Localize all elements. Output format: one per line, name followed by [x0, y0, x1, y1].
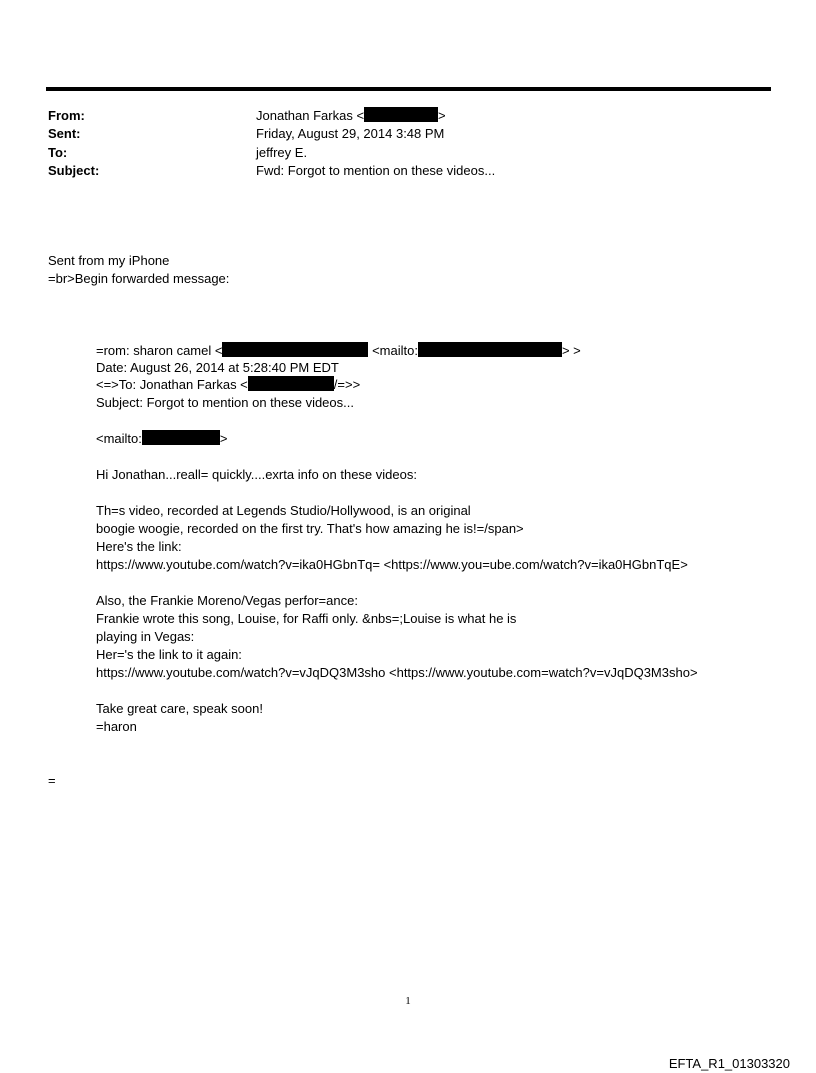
paragraph-line: boogie woogie, recorded on the first try. That's how amazing he is!=/span> [96, 521, 524, 536]
to-label: To: [48, 145, 68, 160]
video-link-2: https://www.youtube.com/watch?v=vJqDQ3M3sho <https://www.youtube.com=watch?v=vJqDQ3M3sho> [96, 665, 698, 680]
subject-value: Fwd: Forgot to mention on these videos... [256, 163, 496, 178]
mailto-line [96, 430, 227, 447]
header-rule [46, 87, 771, 91]
mailto-open: <mailto: [96, 431, 142, 446]
fwd-to-line [96, 376, 360, 393]
redaction-box [418, 342, 562, 357]
from-value [256, 107, 446, 125]
begin-forwarded-line: =br>Begin forwarded message: [48, 271, 230, 286]
fwd-to-close: /=>> [333, 377, 361, 392]
from-name: Jonathan Farkas < [256, 108, 365, 123]
redaction-box [222, 342, 368, 357]
video-link-1: https://www.youtube.com/watch?v=ika0HGbnTq= <https://www.you=ube.com/watch?v=ika0HGbnTqE> [96, 557, 688, 572]
paragraph-line: Here's the link: [96, 539, 182, 554]
fwd-subject-line: Subject: Forgot to mention on these videos... [96, 395, 354, 410]
sent-label: Sent: [48, 126, 81, 141]
fwd-from-close: > > [561, 343, 581, 358]
document-id: EFTA_R1_01303320 [668, 1056, 790, 1071]
paragraph-line: Frankie wrote this song, Louise, for Raffi only. &nbs=;Louise is what he is [96, 611, 517, 626]
greeting-line: Hi Jonathan...reall= quickly....exrta info on these videos: [96, 467, 417, 482]
fwd-from-mailto: <mailto: [372, 343, 418, 358]
mailto-close: > [219, 431, 228, 446]
signature-line: =haron [96, 719, 137, 734]
page-number: 1 [405, 995, 411, 1007]
fwd-from-line [96, 342, 581, 359]
redaction-box [248, 376, 334, 391]
fwd-to-name: <=>To: Jonathan Farkas < [96, 377, 248, 392]
redaction-box [142, 430, 220, 445]
paragraph-line: Her='s the link to it again: [96, 647, 242, 662]
from-label: From: [48, 108, 85, 123]
paragraph-line: Th=s video, recorded at Legends Studio/Hollywood, is an original [96, 503, 471, 518]
subject-label: Subject: [48, 163, 100, 178]
fwd-date-line: Date: August 26, 2014 at 5:28:40 PM EDT [96, 360, 339, 375]
paragraph-line: Also, the Frankie Moreno/Vegas perfor=ance: [96, 593, 358, 608]
trailing-mark: = [48, 773, 56, 788]
redaction-box [364, 107, 438, 122]
closing-line: Take great care, speak soon! [96, 701, 263, 716]
paragraph-line: playing in Vegas: [96, 629, 195, 644]
from-close: > [438, 108, 446, 123]
fwd-from-name: =rom: sharon camel < [96, 343, 223, 358]
sent-value: Friday, August 29, 2014 3:48 PM [256, 126, 445, 141]
to-value: jeffrey E. [256, 145, 308, 160]
sent-from-line: Sent from my iPhone [48, 253, 170, 268]
